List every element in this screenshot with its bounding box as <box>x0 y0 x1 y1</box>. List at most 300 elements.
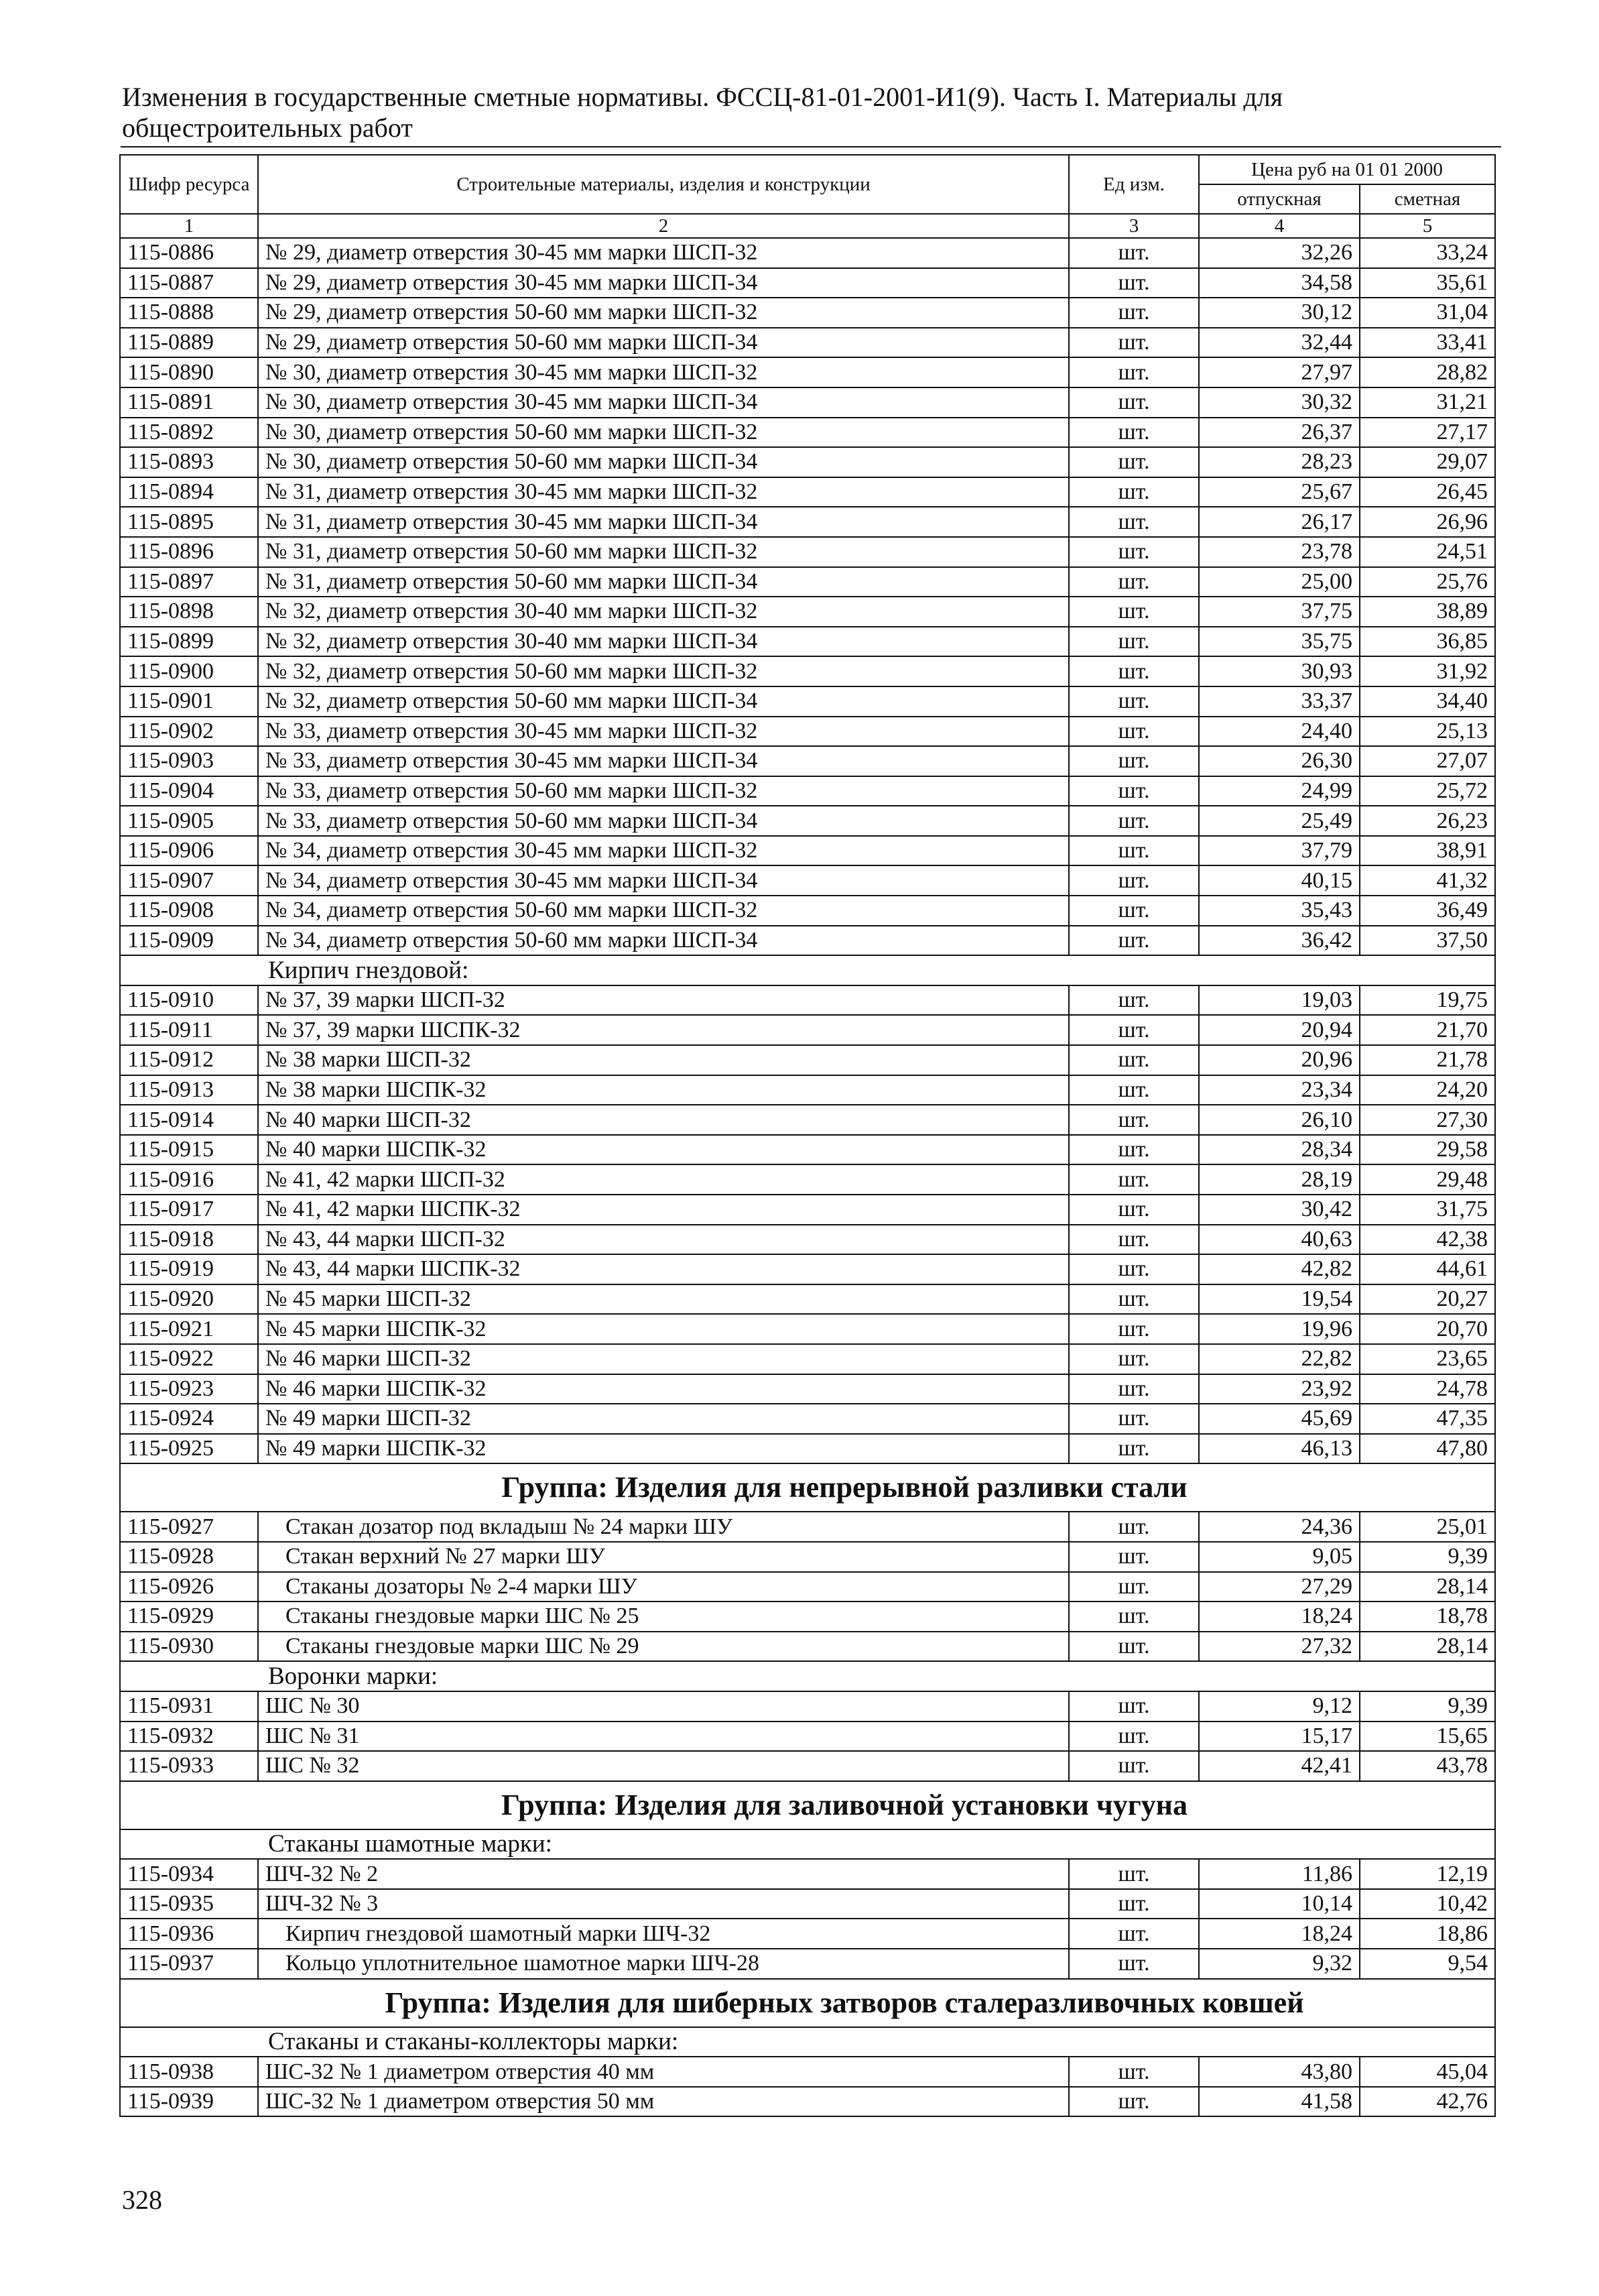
resource-code-cell: 115-0935 <box>120 1889 258 1919</box>
resource-code-cell: 115-0919 <box>120 1254 258 1284</box>
unit-cell: шт. <box>1069 985 1199 1016</box>
resource-code-cell: 115-0908 <box>120 896 258 926</box>
page-number: 328 <box>122 2185 162 2215</box>
table-row <box>120 746 1495 776</box>
table-row <box>120 776 1495 806</box>
estimate-price-cell: 35,61 <box>1360 268 1495 298</box>
material-name-cell: № 31, диаметр отверстия 30-45 мм марки ШСП-32 <box>258 477 1069 507</box>
material-name-cell: № 41, 42 марки ШСП-32 <box>258 1164 1069 1195</box>
material-name-cell: № 30, диаметр отверстия 50-60 мм марки ШСП-32 <box>258 418 1069 448</box>
table-row <box>120 865 1495 896</box>
estimate-price-cell: 23,65 <box>1360 1344 1495 1374</box>
material-name-cell: № 29, диаметр отверстия 50-60 мм марки ШСП-34 <box>258 328 1069 358</box>
unit-cell: шт. <box>1069 567 1199 597</box>
material-name-cell: № 37, 39 марки ШСПК-32 <box>258 1015 1069 1045</box>
estimate-price-cell: 18,86 <box>1360 1919 1495 1949</box>
unit-cell: шт. <box>1069 1889 1199 1919</box>
material-name-cell: № 30, диаметр отверстия 30-45 мм марки ШСП-34 <box>258 387 1069 418</box>
estimate-price-cell: 34,40 <box>1360 686 1495 717</box>
release-price-cell: 30,32 <box>1199 387 1360 418</box>
material-name-cell: № 49 марки ШСП-32 <box>258 1404 1069 1434</box>
table-row <box>120 1632 1495 1662</box>
material-name-cell: Стакан верхний № 27 марки ШУ <box>258 1542 1069 1572</box>
release-price-cell: 23,34 <box>1199 1075 1360 1105</box>
estimate-price-cell: 9,39 <box>1360 1542 1495 1572</box>
unit-cell: шт. <box>1069 1919 1199 1949</box>
column-header-release-price: отпускная <box>1199 184 1360 214</box>
estimate-price-cell: 31,75 <box>1360 1195 1495 1225</box>
estimate-price-cell: 31,04 <box>1360 298 1495 328</box>
unit-cell: шт. <box>1069 1015 1199 1045</box>
material-name-cell: № 33, диаметр отверстия 50-60 мм марки ШСП-32 <box>258 776 1069 806</box>
material-name-cell: № 31, диаметр отверстия 30-45 мм марки ШСП-34 <box>258 507 1069 537</box>
estimate-price-cell: 38,91 <box>1360 836 1495 866</box>
material-name-cell: № 45 марки ШСПК-32 <box>258 1314 1069 1344</box>
release-price-cell: 15,17 <box>1199 1721 1360 1752</box>
estimate-price-cell: 31,92 <box>1360 656 1495 686</box>
unit-cell: шт. <box>1069 776 1199 806</box>
table-row <box>120 1045 1495 1075</box>
table-row <box>120 896 1495 926</box>
release-price-cell: 32,44 <box>1199 328 1360 358</box>
unit-cell: шт. <box>1069 507 1199 537</box>
material-name-cell: Кольцо уплотнительное шамотное марки ШЧ-28 <box>258 1949 1069 1979</box>
estimate-price-cell: 29,07 <box>1360 447 1495 477</box>
column-header-price: Цена руб на 01 01 2000 <box>1199 155 1495 184</box>
unit-cell: шт. <box>1069 717 1199 747</box>
release-price-cell: 40,15 <box>1199 865 1360 896</box>
release-price-cell: 35,75 <box>1199 627 1360 657</box>
material-name-cell: № 29, диаметр отверстия 30-45 мм марки ШСП-32 <box>258 238 1069 268</box>
release-price-cell: 9,05 <box>1199 1542 1360 1572</box>
release-price-cell: 24,40 <box>1199 717 1360 747</box>
unit-cell: шт. <box>1069 597 1199 627</box>
table-row <box>120 507 1495 537</box>
resource-code-cell: 115-0927 <box>120 1512 258 1542</box>
table-row <box>120 1751 1495 1781</box>
table-row <box>120 2087 1495 2117</box>
unit-cell: шт. <box>1069 1632 1199 1662</box>
table-row <box>120 686 1495 717</box>
release-price-cell: 30,42 <box>1199 1195 1360 1225</box>
resource-code-cell: 115-0928 <box>120 1542 258 1572</box>
release-price-cell: 28,34 <box>1199 1135 1360 1165</box>
estimate-price-cell: 20,27 <box>1360 1284 1495 1315</box>
unit-cell: шт. <box>1069 806 1199 836</box>
release-price-cell: 19,54 <box>1199 1284 1360 1315</box>
unit-cell: шт. <box>1069 896 1199 926</box>
table-row <box>120 1949 1495 1979</box>
unit-cell: шт. <box>1069 1284 1199 1315</box>
release-price-cell: 36,42 <box>1199 926 1360 956</box>
resource-code-cell: 115-0922 <box>120 1344 258 1374</box>
resource-code-cell: 115-0900 <box>120 656 258 686</box>
resource-code-cell: 115-0934 <box>120 1859 258 1889</box>
table-row <box>120 1015 1495 1045</box>
unit-cell: шт. <box>1069 238 1199 268</box>
column-number: 3 <box>1069 214 1199 238</box>
resource-code-cell: 115-0910 <box>120 985 258 1016</box>
unit-cell: шт. <box>1069 1691 1199 1721</box>
resource-code-cell: 115-0925 <box>120 1434 258 1464</box>
resource-code-cell: 115-0938 <box>120 2057 258 2087</box>
group-heading-row <box>120 1781 1495 1829</box>
material-name-cell: № 32, диаметр отверстия 30-40 мм марки ШСП-34 <box>258 627 1069 657</box>
material-name-cell: № 46 марки ШСП-32 <box>258 1344 1069 1374</box>
unit-cell: шт. <box>1069 1404 1199 1434</box>
material-name-cell: № 37, 39 марки ШСП-32 <box>258 985 1069 1016</box>
estimate-price-cell: 29,58 <box>1360 1135 1495 1165</box>
estimate-price-cell: 18,78 <box>1360 1602 1495 1632</box>
release-price-cell: 19,96 <box>1199 1314 1360 1344</box>
material-name-cell: ШС № 31 <box>258 1721 1069 1752</box>
group-heading: Группа: Изделия для шиберных затворов сталеразливочных ковшей <box>120 1979 1495 2027</box>
unit-cell: шт. <box>1069 1135 1199 1165</box>
material-name-cell: № 34, диаметр отверстия 30-45 мм марки ШСП-32 <box>258 836 1069 866</box>
subheading-label: Стаканы и стаканы-коллекторы марки: <box>120 2027 1495 2057</box>
resource-code-cell: 115-0916 <box>120 1164 258 1195</box>
group-heading-row <box>120 1463 1495 1512</box>
material-name-cell: № 30, диаметр отверстия 50-60 мм марки ШСП-34 <box>258 447 1069 477</box>
unit-cell: шт. <box>1069 656 1199 686</box>
estimate-price-cell: 21,70 <box>1360 1015 1495 1045</box>
estimate-price-cell: 25,13 <box>1360 717 1495 747</box>
material-name-cell: № 30, диаметр отверстия 30-45 мм марки ШСП-32 <box>258 357 1069 387</box>
table-row <box>120 477 1495 507</box>
release-price-cell: 9,32 <box>1199 1949 1360 1979</box>
material-name-cell: Стакан дозатор под вкладыш № 24 марки ШУ <box>258 1512 1069 1542</box>
release-price-cell: 27,29 <box>1199 1572 1360 1602</box>
unit-cell: шт. <box>1069 1751 1199 1781</box>
unit-cell: шт. <box>1069 477 1199 507</box>
material-name-cell: № 32, диаметр отверстия 30-40 мм марки ШСП-32 <box>258 597 1069 627</box>
unit-cell: шт. <box>1069 836 1199 866</box>
estimate-price-cell: 24,78 <box>1360 1374 1495 1404</box>
unit-cell: шт. <box>1069 1859 1199 1889</box>
unit-cell: шт. <box>1069 387 1199 418</box>
unit-cell: шт. <box>1069 537 1199 567</box>
estimate-price-cell: 27,17 <box>1360 418 1495 448</box>
material-name-cell: № 43, 44 марки ШСП-32 <box>258 1225 1069 1255</box>
material-name-cell: № 33, диаметр отверстия 30-45 мм марки ШСП-32 <box>258 717 1069 747</box>
group-heading: Группа: Изделия для непрерывной разливки стали <box>120 1463 1495 1512</box>
unit-cell: шт. <box>1069 1434 1199 1464</box>
unit-cell: шт. <box>1069 1721 1199 1752</box>
release-price-cell: 34,58 <box>1199 268 1360 298</box>
unit-cell: шт. <box>1069 268 1199 298</box>
price-table <box>119 154 1496 2117</box>
table-row <box>120 1859 1495 1889</box>
release-price-cell: 25,49 <box>1199 806 1360 836</box>
resource-code-cell: 115-0891 <box>120 387 258 418</box>
estimate-price-cell: 25,76 <box>1360 567 1495 597</box>
material-name-cell: Кирпич гнездовой шамотный марки ШЧ-32 <box>258 1919 1069 1949</box>
estimate-price-cell: 33,41 <box>1360 328 1495 358</box>
resource-code-cell: 115-0909 <box>120 926 258 956</box>
estimate-price-cell: 47,35 <box>1360 1404 1495 1434</box>
resource-code-cell: 115-0886 <box>120 238 258 268</box>
table-row <box>120 1542 1495 1572</box>
estimate-price-cell: 36,49 <box>1360 896 1495 926</box>
release-price-cell: 23,92 <box>1199 1374 1360 1404</box>
release-price-cell: 28,23 <box>1199 447 1360 477</box>
resource-code-cell: 115-0912 <box>120 1045 258 1075</box>
resource-code-cell: 115-0924 <box>120 1404 258 1434</box>
estimate-price-cell: 45,04 <box>1360 2057 1495 2087</box>
resource-code-cell: 115-0917 <box>120 1195 258 1225</box>
resource-code-cell: 115-0920 <box>120 1284 258 1315</box>
release-price-cell: 37,75 <box>1199 597 1360 627</box>
table-row <box>120 1691 1495 1721</box>
table-row <box>120 1602 1495 1632</box>
release-price-cell: 22,82 <box>1199 1344 1360 1374</box>
table-row <box>120 387 1495 418</box>
material-name-cell: № 43, 44 марки ШСПК-32 <box>258 1254 1069 1284</box>
material-name-cell: Стаканы гнездовые марки ШС № 25 <box>258 1602 1069 1632</box>
document-header: Изменения в государственные сметные нормативы. ФССЦ-81-01-2001-И1(9). Часть I. Материалы для общестроительных работ <box>122 82 1283 143</box>
subheading-row <box>120 1829 1495 1860</box>
table-row <box>120 447 1495 477</box>
table-row <box>120 1195 1495 1225</box>
resource-code-cell: 115-0888 <box>120 298 258 328</box>
estimate-price-cell: 27,30 <box>1360 1105 1495 1135</box>
table-row <box>120 627 1495 657</box>
estimate-price-cell: 43,78 <box>1360 1751 1495 1781</box>
unit-cell: шт. <box>1069 2057 1199 2087</box>
estimate-price-cell: 12,19 <box>1360 1859 1495 1889</box>
resource-code-cell: 115-0892 <box>120 418 258 448</box>
material-name-cell: № 38 марки ШСП-32 <box>258 1045 1069 1075</box>
table-row <box>120 418 1495 448</box>
column-number: 5 <box>1360 214 1495 238</box>
material-name-cell: № 40 марки ШСПК-32 <box>258 1135 1069 1165</box>
resource-code-cell: 115-0897 <box>120 567 258 597</box>
unit-cell: шт. <box>1069 1195 1199 1225</box>
resource-code-cell: 115-0936 <box>120 1919 258 1949</box>
table-row <box>120 2057 1495 2087</box>
estimate-price-cell: 20,70 <box>1360 1314 1495 1344</box>
column-number: 2 <box>258 214 1069 238</box>
release-price-cell: 20,94 <box>1199 1015 1360 1045</box>
release-price-cell: 26,30 <box>1199 746 1360 776</box>
subheading-label: Кирпич гнездовой: <box>120 955 1495 985</box>
release-price-cell: 19,03 <box>1199 985 1360 1016</box>
material-name-cell: ШС-32 № 1 диаметром отверстия 50 мм <box>258 2087 1069 2117</box>
table-row <box>120 1374 1495 1404</box>
table-row <box>120 985 1495 1016</box>
unit-cell: шт. <box>1069 1105 1199 1135</box>
estimate-price-cell: 41,32 <box>1360 865 1495 896</box>
resource-code-cell: 115-0904 <box>120 776 258 806</box>
estimate-price-cell: 42,76 <box>1360 2087 1495 2117</box>
material-name-cell: № 31, диаметр отверстия 50-60 мм марки ШСП-34 <box>258 567 1069 597</box>
resource-code-cell: 115-0923 <box>120 1374 258 1404</box>
subheading-row <box>120 2027 1495 2057</box>
table-row <box>120 656 1495 686</box>
material-name-cell: № 32, диаметр отверстия 50-60 мм марки ШСП-34 <box>258 686 1069 717</box>
material-name-cell: № 40 марки ШСП-32 <box>258 1105 1069 1135</box>
release-price-cell: 30,12 <box>1199 298 1360 328</box>
material-name-cell: ШЧ-32 № 2 <box>258 1859 1069 1889</box>
resource-code-cell: 115-0907 <box>120 865 258 896</box>
resource-code-cell: 115-0902 <box>120 717 258 747</box>
resource-code-cell: 115-0915 <box>120 1135 258 1165</box>
column-number: 1 <box>120 214 258 238</box>
resource-code-cell: 115-0901 <box>120 686 258 717</box>
unit-cell: шт. <box>1069 1314 1199 1344</box>
table-row <box>120 836 1495 866</box>
unit-cell: шт. <box>1069 418 1199 448</box>
release-price-cell: 27,97 <box>1199 357 1360 387</box>
release-price-cell: 42,82 <box>1199 1254 1360 1284</box>
estimate-price-cell: 21,78 <box>1360 1045 1495 1075</box>
subheading-row <box>120 1661 1495 1691</box>
release-price-cell: 32,26 <box>1199 238 1360 268</box>
estimate-price-cell: 31,21 <box>1360 387 1495 418</box>
release-price-cell: 28,19 <box>1199 1164 1360 1195</box>
estimate-price-cell: 24,20 <box>1360 1075 1495 1105</box>
material-name-cell: № 29, диаметр отверстия 50-60 мм марки ШСП-32 <box>258 298 1069 328</box>
table-row <box>120 1344 1495 1374</box>
release-price-cell: 26,10 <box>1199 1105 1360 1135</box>
unit-cell: шт. <box>1069 298 1199 328</box>
unit-cell: шт. <box>1069 1602 1199 1632</box>
resource-code-cell: 115-0899 <box>120 627 258 657</box>
unit-cell: шт. <box>1069 1164 1199 1195</box>
estimate-price-cell: 9,39 <box>1360 1691 1495 1721</box>
estimate-price-cell: 28,14 <box>1360 1632 1495 1662</box>
table-row <box>120 1314 1495 1344</box>
table-row <box>120 1284 1495 1315</box>
estimate-price-cell: 33,24 <box>1360 238 1495 268</box>
group-heading: Группа: Изделия для заливочной установки чугуна <box>120 1781 1495 1829</box>
release-price-cell: 9,12 <box>1199 1691 1360 1721</box>
resource-code-cell: 115-0893 <box>120 447 258 477</box>
release-price-cell: 35,43 <box>1199 896 1360 926</box>
estimate-price-cell: 26,23 <box>1360 806 1495 836</box>
table-row <box>120 298 1495 328</box>
table-row <box>120 1225 1495 1255</box>
subheading-label: Воронки марки: <box>120 1661 1495 1691</box>
release-price-cell: 45,69 <box>1199 1404 1360 1434</box>
table-row <box>120 1135 1495 1165</box>
material-name-cell: Стаканы дозаторы № 2-4 марки ШУ <box>258 1572 1069 1602</box>
material-name-cell: № 32, диаметр отверстия 50-60 мм марки ШСП-32 <box>258 656 1069 686</box>
material-name-cell: Стаканы гнездовые марки ШС № 29 <box>258 1632 1069 1662</box>
unit-cell: шт. <box>1069 746 1199 776</box>
estimate-price-cell: 44,61 <box>1360 1254 1495 1284</box>
column-header-name: Строительные материалы, изделия и конструкции <box>258 155 1069 214</box>
resource-code-cell: 115-0906 <box>120 836 258 866</box>
unit-cell: шт. <box>1069 627 1199 657</box>
estimate-price-cell: 28,82 <box>1360 357 1495 387</box>
table-row <box>120 1889 1495 1919</box>
material-name-cell: ШС № 32 <box>258 1751 1069 1781</box>
release-price-cell: 40,63 <box>1199 1225 1360 1255</box>
unit-cell: шт. <box>1069 1254 1199 1284</box>
resource-code-cell: 115-0903 <box>120 746 258 776</box>
release-price-cell: 24,99 <box>1199 776 1360 806</box>
estimate-price-cell: 28,14 <box>1360 1572 1495 1602</box>
material-name-cell: № 34, диаметр отверстия 30-45 мм марки ШСП-34 <box>258 865 1069 896</box>
release-price-cell: 46,13 <box>1199 1434 1360 1464</box>
unit-cell: шт. <box>1069 1374 1199 1404</box>
release-price-cell: 27,32 <box>1199 1632 1360 1662</box>
estimate-price-cell: 19,75 <box>1360 985 1495 1016</box>
unit-cell: шт. <box>1069 865 1199 896</box>
material-name-cell: № 45 марки ШСП-32 <box>258 1284 1069 1315</box>
estimate-price-cell: 47,80 <box>1360 1434 1495 1464</box>
column-header-unit: Ед изм. <box>1069 155 1199 214</box>
resource-code-cell: 115-0932 <box>120 1721 258 1752</box>
release-price-cell: 25,00 <box>1199 567 1360 597</box>
estimate-price-cell: 38,89 <box>1360 597 1495 627</box>
resource-code-cell: 115-0894 <box>120 477 258 507</box>
table-row <box>120 1721 1495 1752</box>
unit-cell: шт. <box>1069 328 1199 358</box>
unit-cell: шт. <box>1069 447 1199 477</box>
resource-code-cell: 115-0926 <box>120 1572 258 1602</box>
resource-code-cell: 115-0889 <box>120 328 258 358</box>
estimate-price-cell: 26,45 <box>1360 477 1495 507</box>
release-price-cell: 18,24 <box>1199 1919 1360 1949</box>
resource-code-cell: 115-0913 <box>120 1075 258 1105</box>
resource-code-cell: 115-0905 <box>120 806 258 836</box>
column-header-estimate-price: сметная <box>1360 184 1495 214</box>
release-price-cell: 24,36 <box>1199 1512 1360 1542</box>
unit-cell: шт. <box>1069 1542 1199 1572</box>
estimate-price-cell: 27,07 <box>1360 746 1495 776</box>
material-name-cell: № 41, 42 марки ШСПК-32 <box>258 1195 1069 1225</box>
estimate-price-cell: 9,54 <box>1360 1949 1495 1979</box>
column-number: 4 <box>1199 214 1360 238</box>
resource-code-cell: 115-0914 <box>120 1105 258 1135</box>
resource-code-cell: 115-0890 <box>120 357 258 387</box>
table-row <box>120 1512 1495 1542</box>
estimate-price-cell: 37,50 <box>1360 926 1495 956</box>
release-price-cell: 10,14 <box>1199 1889 1360 1919</box>
material-name-cell: № 33, диаметр отверстия 30-45 мм марки ШСП-34 <box>258 746 1069 776</box>
unit-cell: шт. <box>1069 1075 1199 1105</box>
table-row <box>120 537 1495 567</box>
table-row <box>120 1254 1495 1284</box>
resource-code-cell: 115-0898 <box>120 597 258 627</box>
estimate-price-cell: 25,72 <box>1360 776 1495 806</box>
table-row <box>120 926 1495 956</box>
table-row <box>120 1572 1495 1602</box>
header-rule <box>121 146 1501 147</box>
resource-code-cell: 115-0887 <box>120 268 258 298</box>
estimate-price-cell: 29,48 <box>1360 1164 1495 1195</box>
resource-code-cell: 115-0939 <box>120 2087 258 2117</box>
material-name-cell: № 49 марки ШСПК-32 <box>258 1434 1069 1464</box>
resource-code-cell: 115-0918 <box>120 1225 258 1255</box>
table-row <box>120 328 1495 358</box>
table-row <box>120 238 1495 268</box>
release-price-cell: 23,78 <box>1199 537 1360 567</box>
resource-code-cell: 115-0937 <box>120 1949 258 1979</box>
material-name-cell: ШС-32 № 1 диаметром отверстия 40 мм <box>258 2057 1069 2087</box>
release-price-cell: 37,79 <box>1199 836 1360 866</box>
table-row <box>120 1164 1495 1195</box>
unit-cell: шт. <box>1069 926 1199 956</box>
material-name-cell: № 29, диаметр отверстия 30-45 мм марки ШСП-34 <box>258 268 1069 298</box>
table-row <box>120 1105 1495 1135</box>
estimate-price-cell: 25,01 <box>1360 1512 1495 1542</box>
resource-code-cell: 115-0929 <box>120 1602 258 1632</box>
table-row <box>120 1434 1495 1464</box>
unit-cell: шт. <box>1069 357 1199 387</box>
